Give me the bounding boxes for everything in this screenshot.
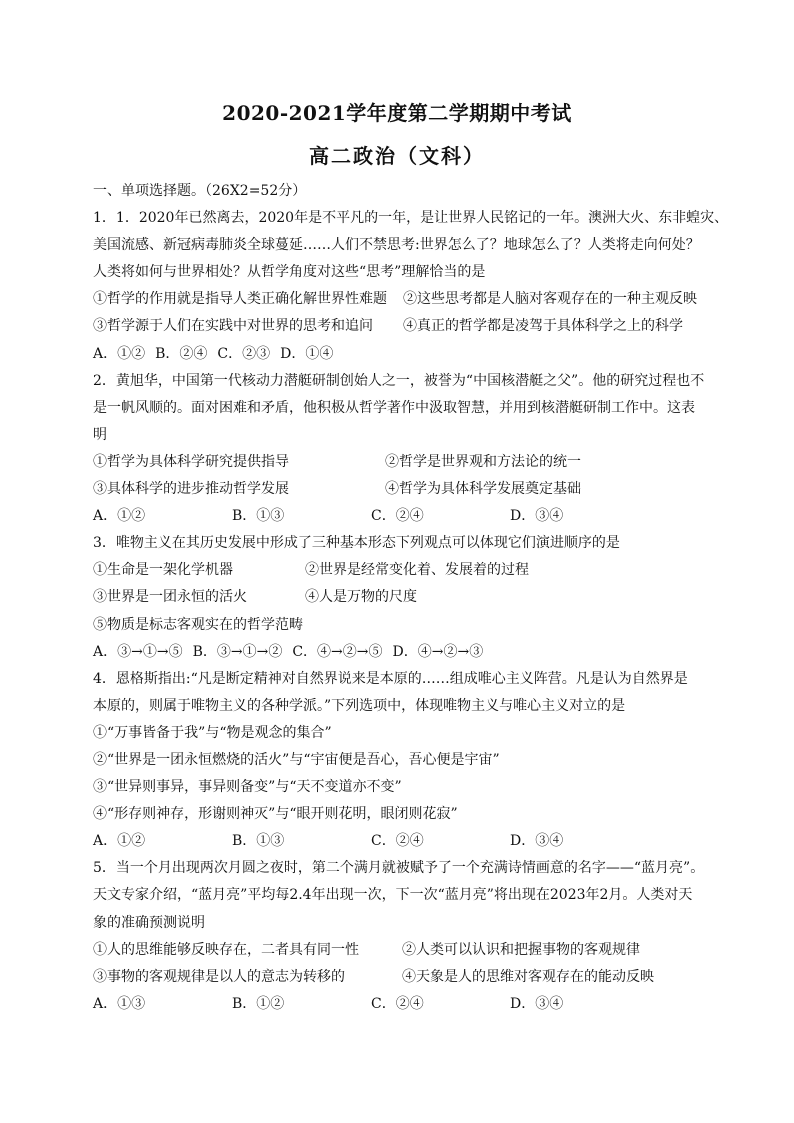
choice-b: B．①③: [232, 833, 285, 850]
answer-choices: [93, 341, 705, 368]
choice-c: C．②④: [371, 508, 424, 525]
question-stem-line: 1．1．2020年已然离去，2020年是不平凡的一年，是让世界人民铭记的一年。澳洲大火、东非蝗灾、: [93, 210, 729, 227]
exam-title: 2020-2021学年度第二学期期中考试: [222, 101, 572, 125]
choice-b: B．③→①→②: [192, 643, 283, 660]
option-4: ④“形存则神存，形谢则神灭”与“眼开则花明，眼闭则花寂”: [93, 806, 458, 823]
choice-c: C．④→②→⑤: [292, 643, 383, 660]
exam-content: [93, 178, 729, 1018]
choice-d: D．③④: [510, 833, 564, 850]
choice-d: D．①④: [280, 345, 334, 362]
option-row: [93, 286, 705, 313]
choice-d: D．③④: [510, 995, 564, 1012]
option-2: ②这些思考都是人脑对客观存在的一种主观反映: [403, 291, 697, 308]
question-stem-line: 人类将如何与世界相处？从哲学角度对这些“思考”理解恰当的是: [93, 264, 486, 281]
option-4: ④天象是人的思维对客观存在的能动反映: [402, 968, 654, 985]
option-1: ①哲学的作用就是指导人类正确化解世界性难题: [93, 291, 387, 308]
answer-choices: [93, 991, 705, 1018]
choice-c: C．②④: [371, 995, 424, 1012]
option-2: ②哲学是世界观和方法论的统一: [385, 453, 581, 470]
option-row: [93, 449, 705, 476]
question-stem-line: 明: [93, 426, 107, 443]
question-stem-line: 5．当一个月出现两次月圆之夜时，第二个满月就被赋予了一个充满诗情画意的名字——“蓝月亮”。: [93, 860, 705, 877]
option-row: [93, 313, 705, 340]
question-stem-line: 是一帆风顺的。面对困难和矛盾，他积极从哲学著作中汲取智慧，并用到核潜艇研制工作中。这表: [93, 399, 695, 416]
option-1: ①生命是一架化学机器: [93, 562, 233, 579]
option-2: ②人类可以认识和把握事物的客观规律: [402, 941, 640, 958]
question-3: [93, 530, 705, 665]
choice-a: A．①②: [93, 345, 146, 362]
question-stem-line: 2．黄旭华，中国第一代核动力潜艇研制创始人之一，被誉为“中国核潜艇之父”。他的研究过程也不: [93, 372, 705, 389]
option-row: [93, 584, 705, 611]
question-2: [93, 368, 705, 531]
answer-choices: [93, 639, 705, 666]
choice-a: A．①③: [93, 995, 146, 1012]
question-stem-line: 4．恩格斯指出:“凡是断定精神对自然界说来是本原的……组成唯心主义阵营。凡是认为自然界是: [93, 670, 688, 687]
choice-a: A．①②: [93, 833, 146, 850]
option-3: ③哲学源于人们在实践中对世界的思考和追问: [93, 318, 373, 335]
option-row: [93, 557, 705, 584]
question-stem-line: 本原的，则属于唯物主义的各种学派。”下列选项中，体现唯物主义与唯心主义对立的是: [93, 697, 626, 714]
choice-c: C．②③: [217, 345, 271, 362]
exam-subtitle: 高二政治（文科）: [309, 144, 485, 168]
question-1: [93, 205, 729, 368]
option-1: ①“万事皆备于我”与“物是观念的集合”: [93, 724, 332, 741]
question-5: [93, 855, 705, 1018]
choice-a: A．③→①→⑤: [93, 643, 183, 660]
option-1: ①哲学为具体科学研究提供指导: [93, 453, 289, 470]
choice-b: B．①②: [232, 995, 285, 1012]
option-row: [93, 937, 705, 964]
choice-b: B．②④: [155, 345, 208, 362]
question-stem-line: 象的准确预测说明: [93, 914, 205, 931]
question-stem-line: 美国流感、新冠病毒肺炎全球蔓延……人们不禁思考:世界怎么了？地球怎么了？人类将走向何处？: [93, 237, 700, 254]
choice-d: D．③④: [510, 508, 564, 525]
option-3: ③“世异则事异，事异则备变”与“天不变道亦不变”: [93, 779, 402, 796]
option-row: [93, 964, 705, 991]
option-row: [93, 476, 705, 503]
option-3: ③具体科学的进步推动哲学发展: [93, 481, 289, 498]
question-stem-line: 3．唯物主义在其历史发展中形成了三种基本形态下列观点可以体现它们演进顺序的是: [93, 535, 620, 552]
choice-d: D．④→②→③: [392, 643, 484, 660]
answer-choices: [93, 828, 705, 855]
choice-c: C．②④: [371, 833, 424, 850]
option-3: ③世界是一团永恒的活火: [93, 589, 247, 606]
option-5: ⑤物质是标志客观实在的哲学范畴: [93, 616, 303, 633]
choice-b: B．①③: [232, 508, 285, 525]
option-2: ②世界是经常变化着、发展着的过程: [305, 562, 529, 579]
option-4: ④哲学为具体科学发展奠定基础: [385, 481, 581, 498]
option-4: ④人是万物的尺度: [305, 589, 417, 606]
question-4: [93, 666, 705, 856]
question-stem-line: 天文专家介绍，“蓝月亮”平均每2.4年出现一次，下一次“蓝月亮”将出现在2023年2月。人类对天: [93, 887, 693, 904]
choice-a: A．①②: [93, 508, 146, 525]
option-3: ③事物的客观规律是以人的意志为转移的: [93, 968, 345, 985]
option-1: ①人的思维能够反映存在，二者具有同一性: [93, 941, 359, 958]
section-heading: 一、单项选择题。（26X2=52分）: [93, 183, 307, 199]
answer-choices: [93, 503, 705, 530]
option-2: ②“世界是一团永恒燃烧的活火”与“宇宙便是吾心，吾心便是宇宙”: [93, 751, 500, 768]
option-4: ④真正的哲学都是凌驾于具体科学之上的科学: [403, 318, 683, 335]
